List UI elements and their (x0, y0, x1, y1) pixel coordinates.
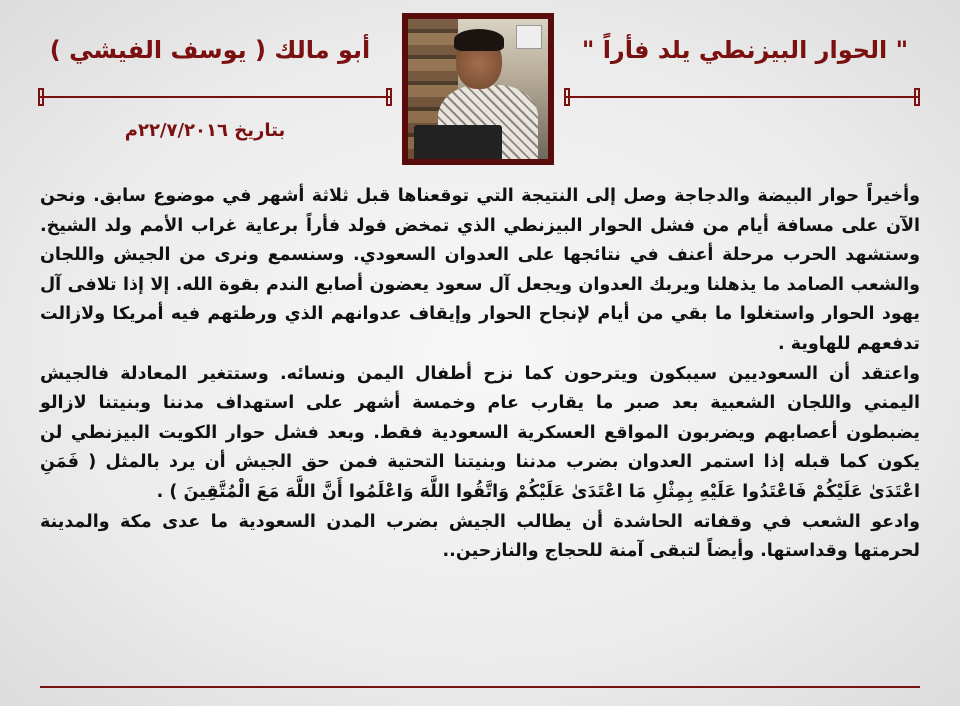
laptop-icon (414, 125, 502, 159)
paragraph: واعتقد أن السعوديين سيبكون ويترحون كما نزح أطفال اليمن ونسائه. وستتغير المعادلة فالجيش اليمني واللجان الشعبية بعد صبر ما يقارب عام وخمسة أشهر على استهداف مدننا وبنيتنا لازالو يضبطون أعصابهم ويضربون المواقع العسكرية السعودية فقط. وبعد فشل حوار الكويت البيزنطي لن يكون كما قبله إذا استمر العدوان بضرب مدننا وبنيتنا التحتية فمن حق الجيش أن يرد بالمثل ( فَمَنِ اعْتَدَىٰ عَلَيْكُمْ فَاعْتَدُوا عَلَيْهِ بِمِثْلِ مَا اعْتَدَىٰ عَلَيْكُمْ وَاتَّقُوا اللَّهَ وَاعْلَمُوا أَنَّ اللَّهَ مَعَ الْمُتَّقِينَ ) . (40, 363, 920, 502)
paragraph: وأخيراً حوار البيضة والدجاجة وصل إلى النتيجة التي توقعناها قبل ثلاثة أشهر في موضوع سابق. ونحن الآن على مسافة أيام من فشل الحوار البيزنطي الذي تمخض فولد فأراً برعاية غراب الأمم ولد الشيخ. وستشهد الحرب مرحلة أعنف في نتائجها على العدوان السعودي. وسنسمع ونرى من الجيش واللجان والشعب الصامد ما يذهلنا ويربك العدوان ويجعل آل سعود يعضون أصابع الندم بقوة الله. إلا إذا تلافى آل يهود الحوار واستغلوا ما بقي من أيام لإنجاح الحوار وإيقاف عدوانهم الذي ورطتهم فيه أمريكا ولازالت تدفعهم للهاوية . (40, 186, 920, 354)
rule-end-post (564, 88, 570, 106)
author-name: أبو مالك ( يوسف الفيشي ) (49, 36, 371, 64)
header-rule-right (566, 96, 920, 98)
rule-end-post (38, 88, 44, 106)
footer-rule (40, 686, 920, 688)
rule-end-post (914, 88, 920, 106)
author-photo-frame (402, 13, 554, 165)
header-rule-left (40, 96, 390, 98)
person-hair (454, 29, 504, 51)
rule-end-post (386, 88, 392, 106)
author-photo (408, 19, 548, 159)
article-body (40, 182, 920, 567)
paragraph: وادعو الشعب في وقفاته الحاشدة أن يطالب الجيش بضرب المدن السعودية ما عدى مكة والمدينة لحرمتها وقداستها. وأيضاً لتبقى آمنة للحجاج والنازحين.. (40, 511, 920, 562)
logo-badge-icon (516, 25, 542, 49)
article-date: بتاريخ ٢٢/٧/٢٠١٦م (124, 120, 286, 141)
article-title: " الحوار البيزنطي يلد فأراً " (581, 36, 909, 64)
